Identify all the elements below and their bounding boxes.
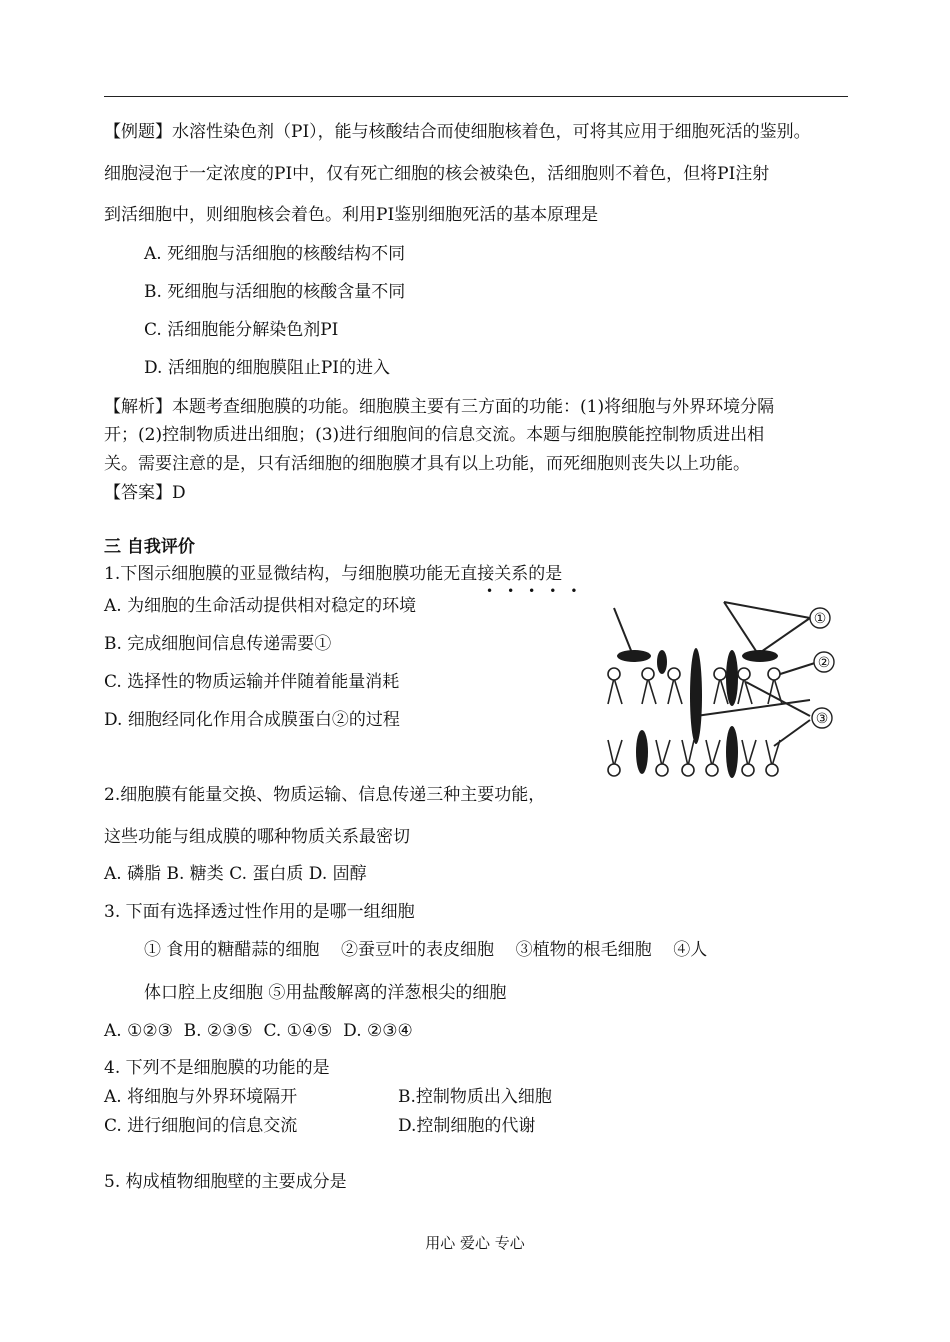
q3-items-line: 体口腔上皮细胞 ⑤用盐酸解离的洋葱根尖的细胞: [144, 983, 507, 1003]
example-option-b: B. 死细胞与活细胞的核酸含量不同: [144, 282, 406, 302]
analysis-line: 关。需要注意的是，只有活细胞的细胞膜才具有以上功能，而死细胞则丧失以上功能。: [104, 454, 750, 474]
figure-label-1: ①: [813, 611, 827, 627]
figure-label-2: ②: [817, 655, 831, 671]
emphasis-dots: •••••: [486, 584, 592, 598]
example-question-line: 【例题】水溶性染色剂（PI），能与核酸结合而使细胞核着色，可将其应用于细胞死活的鉴别。: [104, 122, 811, 142]
answer-line: 【答案】D: [104, 483, 186, 503]
q1-stem: 1.下图示细胞膜的亚显微结构，与细胞膜功能无直接关系的是: [104, 564, 563, 584]
q4-option-d: D.控制细胞的代谢: [398, 1116, 536, 1136]
q4-option-c: C. 进行细胞间的信息交流: [104, 1116, 298, 1136]
header-rule: [104, 96, 848, 97]
q4-stem: 4. 下列不是细胞膜的功能的是: [104, 1058, 330, 1078]
q4-option-b: B.控制物质出入细胞: [398, 1087, 552, 1107]
q2-stem-line: 这些功能与组成膜的哪种物质关系最密切: [104, 827, 410, 847]
q2-options: A. 磷脂 B. 糖类 C. 蛋白质 D. 固醇: [104, 864, 367, 884]
page-footer: 用心 爱心 专心: [425, 1234, 525, 1252]
example-option-c: C. 活细胞能分解染色剂PI: [144, 320, 339, 340]
analysis-line: 开；(2)控制物质进出细胞；(3)进行细胞间的信息交流。本题与细胞膜能控制物质进出相: [104, 425, 765, 445]
q3-items-line: ① 食用的糖醋蒜的细胞 ②蚕豆叶的表皮细胞 ③植物的根毛细胞 ④人: [144, 940, 708, 960]
q3-stem: 3. 下面有选择透过性作用的是哪一组细胞: [104, 902, 415, 922]
section-title: 三 自我评价: [104, 537, 195, 557]
q4-option-a: A. 将细胞与外界环境隔开: [104, 1087, 298, 1107]
q2-stem-line: 2.细胞膜有能量交换、物质运输、信息传递三种主要功能，: [104, 785, 546, 805]
cell-membrane-diagram: [596, 596, 842, 792]
q3-options: A. ①②③ B. ②③⑤ C. ①④⑤ D. ②③④: [104, 1021, 413, 1041]
q1-option-a: A. 为细胞的生命活动提供相对稳定的环境: [104, 596, 417, 616]
example-question-line: 细胞浸泡于一定浓度的PI中，仅有死亡细胞的核会被染色，活细胞则不着色，但将PI注射: [104, 164, 770, 184]
q1-option-b: B. 完成细胞间信息传递需要①: [104, 634, 332, 654]
q1-option-c: C. 选择性的物质运输并伴随着能量消耗: [104, 672, 400, 692]
q1-option-d: D. 细胞经同化作用合成膜蛋白②的过程: [104, 710, 400, 730]
analysis-line: 【解析】本题考查细胞膜的功能。细胞膜主要有三方面的功能：(1)将细胞与外界环境分隔: [104, 397, 775, 417]
example-option-d: D. 活细胞的细胞膜阻止PI的进入: [144, 358, 390, 378]
q5-stem: 5. 构成植物细胞壁的主要成分是: [104, 1172, 347, 1192]
example-question-line: 到活细胞中，则细胞核会着色。利用PI鉴别细胞死活的基本原理是: [104, 205, 599, 225]
example-option-a: A. 死细胞与活细胞的核酸结构不同: [144, 244, 406, 264]
figure-label-3: ③: [815, 711, 829, 727]
